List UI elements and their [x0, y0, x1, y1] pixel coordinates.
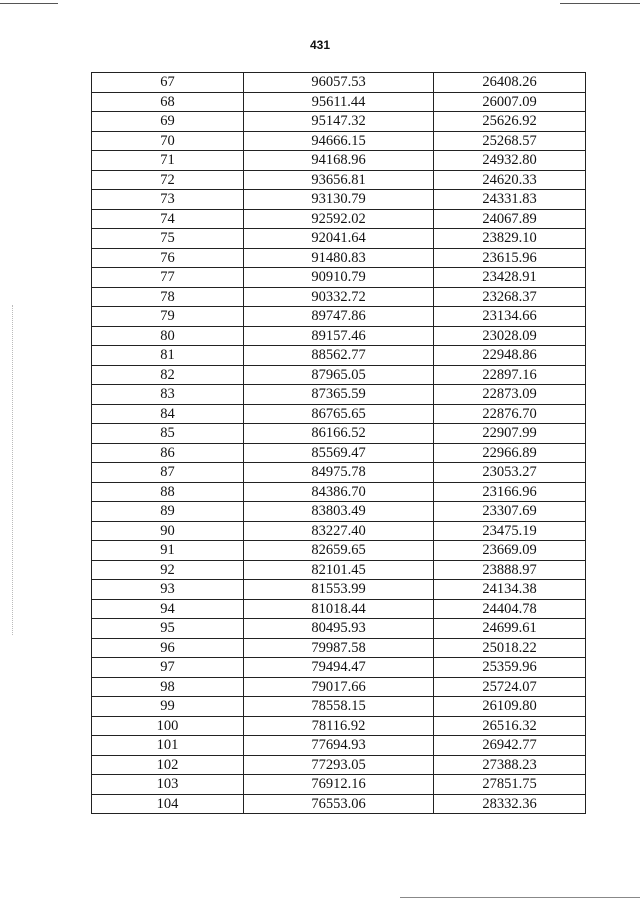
row-index-cell: 82 — [92, 365, 244, 385]
row-index-cell: 73 — [92, 190, 244, 210]
value-b-cell: 23475.19 — [434, 521, 586, 541]
table-row — [92, 677, 586, 697]
value-b-cell: 26942.77 — [434, 736, 586, 756]
value-b-cell: 23888.97 — [434, 560, 586, 580]
table-row — [92, 73, 586, 93]
value-a-cell: 93130.79 — [244, 190, 434, 210]
value-b-cell: 24699.61 — [434, 619, 586, 639]
table-row — [92, 560, 586, 580]
table-row — [92, 736, 586, 756]
value-b-cell: 28332.36 — [434, 794, 586, 814]
value-a-cell: 80495.93 — [244, 619, 434, 639]
value-a-cell: 79987.58 — [244, 638, 434, 658]
row-index-cell: 71 — [92, 151, 244, 171]
value-a-cell: 90332.72 — [244, 287, 434, 307]
data-table-container — [91, 72, 585, 814]
value-b-cell: 24067.89 — [434, 209, 586, 229]
row-index-cell: 83 — [92, 385, 244, 405]
value-a-cell: 83803.49 — [244, 502, 434, 522]
row-index-cell: 90 — [92, 521, 244, 541]
value-a-cell: 77694.93 — [244, 736, 434, 756]
table-row — [92, 482, 586, 502]
table-row — [92, 287, 586, 307]
value-a-cell: 76912.16 — [244, 775, 434, 795]
value-b-cell: 25018.22 — [434, 638, 586, 658]
row-index-cell: 92 — [92, 560, 244, 580]
value-b-cell: 23307.69 — [434, 502, 586, 522]
top-left-rule — [0, 3, 58, 4]
table-row — [92, 365, 586, 385]
value-a-cell: 92592.02 — [244, 209, 434, 229]
row-index-cell: 98 — [92, 677, 244, 697]
value-a-cell: 79494.47 — [244, 658, 434, 678]
value-a-cell: 82101.45 — [244, 560, 434, 580]
table-row — [92, 443, 586, 463]
value-b-cell: 27388.23 — [434, 755, 586, 775]
table-row — [92, 170, 586, 190]
table-row — [92, 619, 586, 639]
value-b-cell: 24404.78 — [434, 599, 586, 619]
table-row — [92, 794, 586, 814]
table-row — [92, 268, 586, 288]
value-b-cell: 25268.57 — [434, 131, 586, 151]
value-a-cell: 83227.40 — [244, 521, 434, 541]
value-a-cell: 76553.06 — [244, 794, 434, 814]
value-b-cell: 23268.37 — [434, 287, 586, 307]
scan-margin-mark — [12, 305, 14, 635]
value-a-cell: 88562.77 — [244, 346, 434, 366]
value-a-cell: 90910.79 — [244, 268, 434, 288]
table-row — [92, 112, 586, 132]
value-a-cell: 87365.59 — [244, 385, 434, 405]
value-a-cell: 89747.86 — [244, 307, 434, 327]
value-b-cell: 23134.66 — [434, 307, 586, 327]
row-index-cell: 68 — [92, 92, 244, 112]
page-number: 431 — [309, 38, 331, 52]
row-index-cell: 102 — [92, 755, 244, 775]
table-row — [92, 599, 586, 619]
value-b-cell: 24331.83 — [434, 190, 586, 210]
table-row — [92, 404, 586, 424]
value-a-cell: 91480.83 — [244, 248, 434, 268]
table-row — [92, 385, 586, 405]
value-b-cell: 26007.09 — [434, 92, 586, 112]
row-index-cell: 95 — [92, 619, 244, 639]
row-index-cell: 96 — [92, 638, 244, 658]
value-b-cell: 25724.07 — [434, 677, 586, 697]
value-a-cell: 94666.15 — [244, 131, 434, 151]
row-index-cell: 88 — [92, 482, 244, 502]
value-a-cell: 87965.05 — [244, 365, 434, 385]
value-a-cell: 95147.32 — [244, 112, 434, 132]
table-row — [92, 697, 586, 717]
table-row — [92, 307, 586, 327]
table-body — [92, 73, 586, 814]
value-a-cell: 78558.15 — [244, 697, 434, 717]
bottom-rule — [400, 897, 640, 898]
row-index-cell: 79 — [92, 307, 244, 327]
value-b-cell: 22897.16 — [434, 365, 586, 385]
row-index-cell: 78 — [92, 287, 244, 307]
value-b-cell: 25626.92 — [434, 112, 586, 132]
table-row — [92, 131, 586, 151]
row-index-cell: 93 — [92, 580, 244, 600]
table-row — [92, 541, 586, 561]
table-row — [92, 346, 586, 366]
row-index-cell: 97 — [92, 658, 244, 678]
table-row — [92, 229, 586, 249]
table-row — [92, 463, 586, 483]
value-b-cell: 24134.38 — [434, 580, 586, 600]
table-row — [92, 638, 586, 658]
value-b-cell: 24932.80 — [434, 151, 586, 171]
table-row — [92, 502, 586, 522]
value-a-cell: 81018.44 — [244, 599, 434, 619]
value-a-cell: 86765.65 — [244, 404, 434, 424]
value-b-cell: 22948.86 — [434, 346, 586, 366]
value-b-cell: 26408.26 — [434, 73, 586, 93]
row-index-cell: 84 — [92, 404, 244, 424]
table-row — [92, 658, 586, 678]
value-b-cell: 26516.32 — [434, 716, 586, 736]
row-index-cell: 76 — [92, 248, 244, 268]
table-row — [92, 775, 586, 795]
row-index-cell: 74 — [92, 209, 244, 229]
row-index-cell: 89 — [92, 502, 244, 522]
row-index-cell: 104 — [92, 794, 244, 814]
value-b-cell: 23669.09 — [434, 541, 586, 561]
row-index-cell: 70 — [92, 131, 244, 151]
data-table — [91, 72, 586, 814]
row-index-cell: 87 — [92, 463, 244, 483]
value-a-cell: 94168.96 — [244, 151, 434, 171]
row-index-cell: 101 — [92, 736, 244, 756]
row-index-cell: 91 — [92, 541, 244, 561]
row-index-cell: 69 — [92, 112, 244, 132]
value-b-cell: 23166.96 — [434, 482, 586, 502]
table-row — [92, 151, 586, 171]
value-a-cell: 77293.05 — [244, 755, 434, 775]
value-b-cell: 24620.33 — [434, 170, 586, 190]
table-row — [92, 92, 586, 112]
value-a-cell: 96057.53 — [244, 73, 434, 93]
table-row — [92, 580, 586, 600]
value-a-cell: 84975.78 — [244, 463, 434, 483]
value-a-cell: 78116.92 — [244, 716, 434, 736]
value-a-cell: 82659.65 — [244, 541, 434, 561]
row-index-cell: 99 — [92, 697, 244, 717]
row-index-cell: 94 — [92, 599, 244, 619]
row-index-cell: 75 — [92, 229, 244, 249]
row-index-cell: 100 — [92, 716, 244, 736]
top-right-rule — [560, 3, 640, 4]
row-index-cell: 103 — [92, 775, 244, 795]
row-index-cell: 72 — [92, 170, 244, 190]
value-b-cell: 27851.75 — [434, 775, 586, 795]
value-a-cell: 84386.70 — [244, 482, 434, 502]
value-b-cell: 23615.96 — [434, 248, 586, 268]
value-a-cell: 81553.99 — [244, 580, 434, 600]
value-a-cell: 89157.46 — [244, 326, 434, 346]
table-row — [92, 424, 586, 444]
value-b-cell: 23829.10 — [434, 229, 586, 249]
value-b-cell: 26109.80 — [434, 697, 586, 717]
table-row — [92, 521, 586, 541]
row-index-cell: 67 — [92, 73, 244, 93]
value-a-cell: 85569.47 — [244, 443, 434, 463]
value-b-cell: 22873.09 — [434, 385, 586, 405]
row-index-cell: 85 — [92, 424, 244, 444]
value-a-cell: 93656.81 — [244, 170, 434, 190]
value-b-cell: 23053.27 — [434, 463, 586, 483]
row-index-cell: 86 — [92, 443, 244, 463]
value-a-cell: 79017.66 — [244, 677, 434, 697]
value-b-cell: 23028.09 — [434, 326, 586, 346]
value-a-cell: 92041.64 — [244, 229, 434, 249]
value-a-cell: 95611.44 — [244, 92, 434, 112]
value-b-cell: 22966.89 — [434, 443, 586, 463]
table-row — [92, 326, 586, 346]
table-row — [92, 716, 586, 736]
value-b-cell: 22907.99 — [434, 424, 586, 444]
table-row — [92, 209, 586, 229]
row-index-cell: 80 — [92, 326, 244, 346]
table-row — [92, 190, 586, 210]
value-b-cell: 22876.70 — [434, 404, 586, 424]
value-b-cell: 23428.91 — [434, 268, 586, 288]
row-index-cell: 81 — [92, 346, 244, 366]
table-row — [92, 248, 586, 268]
table-row — [92, 755, 586, 775]
row-index-cell: 77 — [92, 268, 244, 288]
value-b-cell: 25359.96 — [434, 658, 586, 678]
value-a-cell: 86166.52 — [244, 424, 434, 444]
